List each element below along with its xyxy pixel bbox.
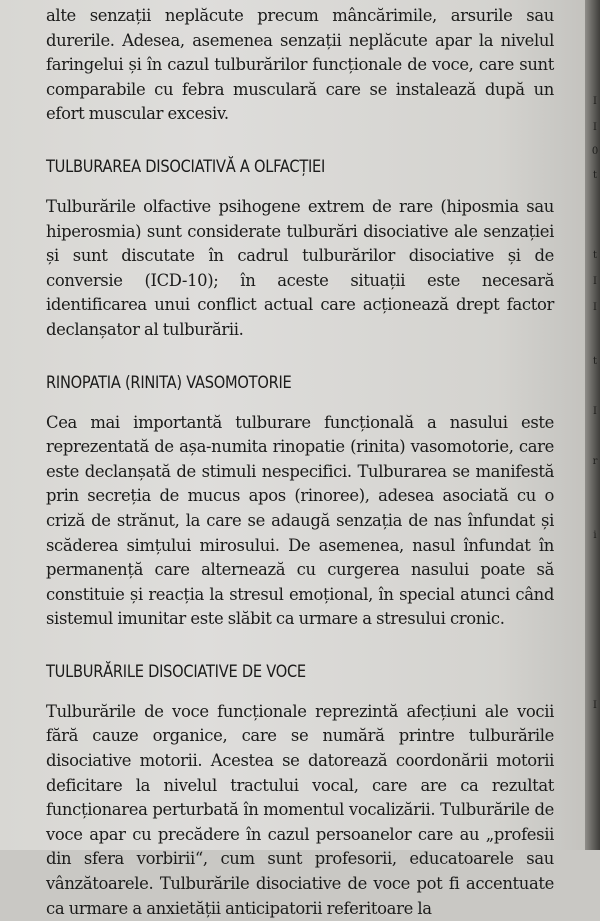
edge-glyph: I [593, 700, 597, 711]
edge-glyph: I [593, 122, 597, 133]
section-heading-voice: TULBURĂRILE DISOCIATIVE DE VOCE [46, 661, 306, 682]
section-heading-rhinopathy: RINOPATIA (RINITA) VASOMOTORIE [46, 372, 292, 393]
section-body-rhinopathy: Cea mai importantă tulburare funcțională a nasului este reprezentată de așa-numita rinopatie (rinita) vasomotorie, care este declanșată de stimuli nespecifici. Tulburarea se manifestă prin secreția de mucus apos (rinoree), adesea asociată cu o criză de strănut, la care se adaugă senzația de nas înfundat și scăderea simțului mirosului. De asemenea, nasul înfundat în permanență care alternează cu curgerea nasului poate să constituie și reacția la stresul emoțional, în special atunci când sistemul imunitar este slăbit ca urmare a stresului cronic. [46, 412, 554, 629]
edge-glyph: I [593, 276, 597, 287]
edge-glyph: t [592, 250, 598, 261]
section-body-voice: Tulburările de voce funcționale reprezintă afecțiuni ale vocii fără cauze organice, care se numără printre tulburările disociative motorii. Acestea se datorează coordonării motorii deficitare la nivelul tractului vocal, care are ca rezultat funcționarea perturbată în momentul vocalizării. Tulburările de voce apar cu precădere în cazul persoanelor care au „profesii din sfera vorbirii“, cum sunt profesorii, educatoarele sau vânzătoarele. Tulburările disociative de voce pot fi accentuate ca urmare a anxietății anticipatorii referitoare la [46, 701, 554, 918]
edge-glyph: 0 [591, 146, 599, 157]
edge-glyph: t [592, 356, 598, 367]
edge-glyph: t [592, 170, 598, 181]
page-content [46, 4, 554, 921]
edge-glyph: I [593, 406, 597, 417]
edge-glyph: i [593, 530, 597, 541]
intro-paragraph: alte senzații neplăcute precum mâncărimile, arsurile sau durerile. Adesea, asemenea senzații neplăcute apar la nivelul faringelui și în cazul tulburărilor funcționale de voce, care sunt comparabile cu febra musculară care se instalează după un efort muscular excesiv. [46, 6, 554, 124]
section-body-olfaction: Tulburările olfactive psihogene extrem de rare (hiposmia sau hiperosmia) sunt considerate tulburări disociative ale senzației și sunt discutate în cadrul tulburărilor disociative și de conversie (ICD-10); în aceste situații este necesară identificarea unui conflict actual care acționează drept factor declanșator al tulburării. [46, 196, 554, 339]
section-heading-olfaction: TULBURAREA DISOCIATIVĂ A OLFACȚIEI [46, 156, 326, 177]
edge-glyph: I [593, 96, 597, 107]
edge-glyph: r [592, 456, 598, 467]
edge-glyph: I [593, 302, 597, 313]
